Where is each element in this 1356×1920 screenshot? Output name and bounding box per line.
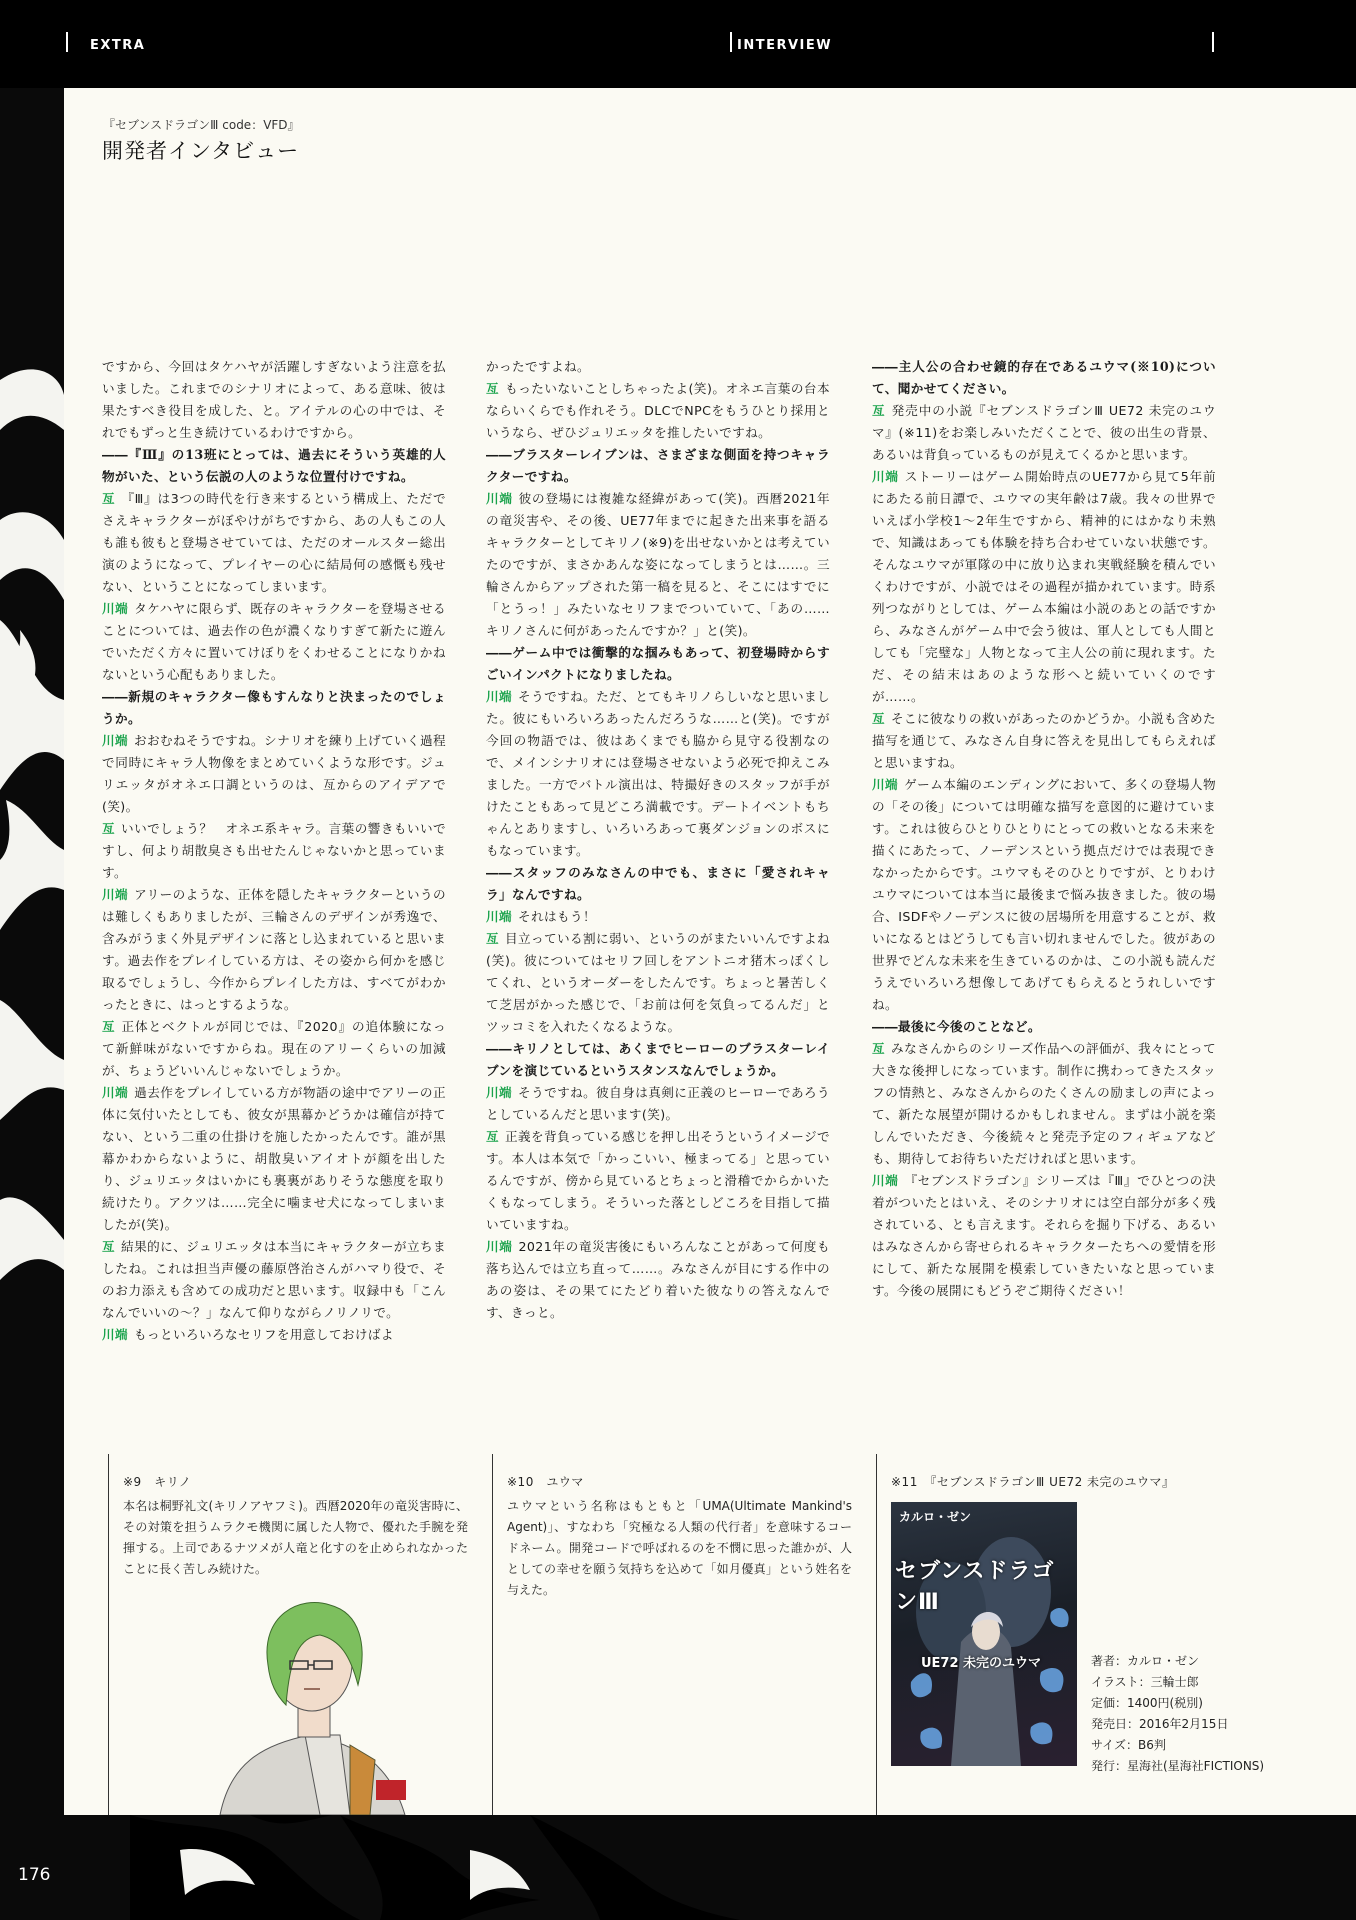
interview-answer [486,1236,830,1324]
interview-answer [872,774,1216,1016]
novel-cover-image [891,1502,1077,1766]
novel-info-line: サイズ：B6判 [1091,1738,1166,1752]
question-text: ――キリノとしては、あくまでヒーローのブラスターレイブンを演じているというスタンスなんでしょうか。 [486,1041,830,1078]
novel-info-line: 定価：1400円(税別) [1091,1696,1203,1710]
interview-answer [872,708,1216,774]
answer-text: そうですね。彼自身は真剣に正義のヒーローであろうとしているんだと思います(笑)。 [486,1085,830,1122]
answer-text: 結果的に、ジュリエッタは本当にキャラクターが立ちましたね。これは担当声優の藤原啓治さんがハマり役で、そのお力添えも含めての成功だと思います。収録中も「こんなんでいいの～？」なんて仰りながらノリノリで。 [102,1239,446,1320]
novel-info-line: 発売日：2016年2月15日 [1091,1717,1229,1731]
interview-answer [486,1126,830,1236]
interview-question [486,1038,830,1082]
interview-text [102,356,446,444]
novel-info-line: 発行：星海社(星海社FICTIONS) [1091,1759,1265,1773]
interview-answer [102,1236,446,1324]
article-subtitle: 『セブンスドラゴンⅢ code：VFD』 [103,118,300,132]
answer-text: ストーリーはゲーム開始時点のUE77から見て5年前にあたる前日譚で、ユウマの実年齢は7歳。我々の世界でいえば小学校1～2年生ですから、精神的にはかなり未熟で、知識はあっても体験を持ち合わせていない状態です。そんなユウマが軍隊の中に放り込まれ実戦経験を積んでいくわけですが、小説ではその過程が描かれています。時系列つながりとしては、ゲーム本編は小説のあとの話ですから、みなさんがゲーム中で会う彼は、軍人としても人間としても「完璧な」人物となって主人公の前に現れます。ただ、その結末はあのような形へと続いていくのですが……。 [872,469,1216,704]
speaker-label: 亙 [486,381,500,396]
question-text: ――スタッフのみなさんの中でも、まさに「愛されキャラ」なんですね。 [486,865,830,902]
cover-art [891,1502,1077,1766]
speaker-label: 亙 [102,821,116,836]
page-number: 176 [18,1865,51,1885]
question-text: ――新規のキャラクター像もすんなりと決まったのでしょうか。 [102,689,446,726]
footnote-body: 本名は桐野礼文(キリノアヤフミ)。西暦2020年の竜災害時に、その対策を担うムラクモ機関に属した人物で、優れた手腕を発揮する。上司であるナツメが人竜と化すのを止められなかったことに長く苦しみ続けた。 [123,1499,468,1576]
interview-answer [486,378,830,444]
speaker-label: 亙 [872,1041,886,1056]
interview-question [102,444,446,488]
divider [108,1454,109,1815]
novel-info-line: イラスト：三輪士郎 [1091,1675,1199,1689]
footnote-title: ※9 キリノ [123,1475,192,1489]
interview-answer [872,466,1216,708]
interview-answer [486,1082,830,1126]
speaker-label: 川端 [102,601,129,616]
interview-answer [102,730,446,818]
answer-text: 2021年の竜災害後にもいろんなことがあって何度も落ち込んでは立ち直って……。みなさんが目にする作中のあの姿は、その果てにたどり着いた彼なりの答えなんです、きっと。 [486,1239,830,1320]
speaker-label: 亙 [872,403,886,418]
answer-text: もっといろいろなセリフを用意しておけばよ [134,1327,394,1342]
novel-info [1091,1651,1264,1777]
novel-info-line: 著者：カルロ・ゼン [1091,1654,1200,1668]
footnote-title: ※11 『セブンスドラゴンⅢ UE72 未完のユウマ』 [891,1475,1175,1489]
interview-answer [102,1016,446,1082]
answer-text: 『Ⅲ』は3つの時代を行き来するという構成上、ただでさえキャラクターがぼやけがちですから、あの人もこの人も誰も彼もと登場させていては、ただのオールスター総出演のようになって、プレイヤーの心に結局何の感慨も残せない、ということになってしまいます。 [102,491,446,594]
kirino-character-illustration [200,1585,425,1815]
top-bar [0,0,1356,88]
answer-text: かったですよね。 [486,359,590,374]
speaker-label: 川端 [102,1327,128,1342]
question-text: ――ブラスターレイブンは、さまざまな側面を持つキャラクターですね。 [486,447,830,484]
interview-answer [102,598,446,686]
speaker-label: 川端 [486,909,512,924]
speaker-label: 亙 [872,711,886,726]
interview-answer [872,1038,1216,1170]
interview-answer [102,1082,446,1236]
question-text: ――最後に今後のことなど。 [872,1019,1041,1034]
answer-text: おおむねそうですね。シナリオを練り上げていく過程で同時にキャラ人物像をまとめていくような形です。ジュリエッタがオネエ口調というのは、亙からのアイデアで(笑)。 [102,733,446,814]
question-text: ――『Ⅲ』の13班にとっては、過去にそういう英雄的人物がいた、という伝説の人のような位置付けですね。 [102,447,446,484]
divider [66,32,68,52]
speaker-label: 川端 [872,777,899,792]
answer-text: みなさんからのシリーズ作品への評価が、我々にとって大きな後押しになっています。制作に携わってきたスタッフの情熱と、みなさんからのたくさんの励ましの声によって、新たな展望が開けるかもしれません。まずは小説を楽しんでいただき、今後続々と発売予定のフィギュアなども、期待してお待ちいただければと思います。 [872,1041,1216,1166]
interview-question [102,686,446,730]
speaker-label: 川端 [486,1085,513,1100]
divider [492,1454,493,1815]
interview-answer [486,906,830,928]
answer-text: アリーのような、正体を隠したキャラクターというのは難しくもありましたが、三輪さんのデザインが秀逸で、含みがうまく外見デザインに落とし込まれていると思います。過去作をプレイしている方は、その姿から何かを感じ取るでしょうし、今作からプレイした方は、すべてがわかったときに、はっとするような。 [102,887,446,1012]
speaker-label: 川端 [486,491,513,506]
answer-text: そこに彼なりの救いがあったのかどうか。小説も含めた描写を通じて、みなさん自身に答えを見出してもらえればと思いますね。 [872,711,1217,770]
interview-answer [102,1324,446,1346]
footnote-title: ※10 ユウマ [507,1475,584,1489]
speaker-label: 川端 [486,689,513,704]
answer-text: 過去作をプレイしている方が物語の途中でアリーの正体に気付いたとしても、彼女が黒幕かどうかは確信が持てない、という二重の仕掛けを施したかったんです。誰が黒幕かわからないように、胡散臭いアイオトが顔を出したり、ジュリエッタはいかにも裏裏がありそうな態度を取り続けたり。アクツは……完全に噛ませ犬になってしまいましたが(笑)。 [102,1085,446,1232]
interview-question [872,1016,1216,1038]
answer-text: ゲーム本編のエンディングにおいて、多くの登場人物の「その後」については明確な描写を意図的に避けています。これは彼らひとりひとりにとっての救いとなる未来を描くにあたって、ノーデンスという拠点だけでは表現できなかったからです。ユウマもそのひとりですが、とりわけユウマについては本当に最後まで悩み抜きました。彼の場合、ISDFやノーデンスに彼の居場所を用意することが、救いになるとはどうしても言い切れませんでした。彼があの世界でどんな未来を生きているのかは、この小説も読んだうえでいろいろ想像してあげてもらえるとうれしいですね。 [872,777,1216,1012]
speaker-label: 亙 [102,1239,116,1254]
question-text: ――ゲーム中では衝撃的な掴みもあって、初登場時からすごいインパクトになりましたね。 [486,645,830,682]
cover-subtitle: UE72 未完のユウマ [921,1656,1042,1671]
article-column-1 [102,356,446,1346]
speaker-label: 川端 [102,887,129,902]
interview-answer [102,884,446,1016]
answer-text: 正体とベクトルが同じでは、『2020』の追体験になって新鮮味がないですからね。現在のアリーくらいの加減が、ちょうどいいんじゃないでしょうか。 [102,1019,446,1078]
interview-answer [102,818,446,884]
interview-question [486,642,830,686]
answer-text: 目立っている割に弱い、というのがまたいいんですよね(笑)。彼についてはセリフ回しをアントニオ猪木っぽくしてくれ、というオーダーをしたんです。ちょっと暑苦しくて芝居がかった感じで、「お前は何を気負ってるんだ」とツッコミを入れたくなるような。 [486,931,830,1034]
answer-text: もったいないことしちゃったよ(笑)。オネエ言葉の台本ならいくらでも作れそう。DLCでNPCをもうひとり採用というなら、ぜひジュリエッタを推したいですね。 [486,381,830,440]
answer-text: いいでしょう？ オネエ系キャラ。言葉の響きもいいですし、何より胡散臭さも出せたんじゃないかと思っています。 [102,821,446,880]
answer-text: 『セブンスドラゴン』シリーズは『Ⅲ』でひとつの決着がついたとはいえ、そのシナリオには空白部分が多く残されている、とも言えます。それらを掘り下げる、あるいはみなさんから寄せられるキャラクターたちへの愛情を形にして、新たな展開を模索していきたいなと思っています。今後の展開にもどうぞご期待ください！ [872,1173,1216,1298]
interview-answer [102,488,446,598]
answer-text: そうですね。ただ、とてもキリノらしいなと思いました。彼にもいろいろあったんだろうな……と(笑)。ですが今回の物語では、彼はあくまでも脇から見守る役割なので、メインシナリオには登場させないよう必死で抑えこみました。一方でバトル演出は、特撮好きのスタッフが手がけたこともあって見どころ満載です。デートイベントもちゃんとありますし、いろいろあって裏ダンジョンのボスにもなっています。 [486,689,830,858]
speaker-label: 川端 [486,1239,513,1254]
answer-text: 彼の登場には複雑な経緯があって(笑)。西暦2021年の竜災害や、その後、UE77年までに起きた出来事を語るキャラクターとしてキリノ(※9)を出せないかとは考えていたのですが、まさかあんな姿になってしまうとは……。三輪さんからアップされた第一稿を見ると、そこにはすでに「とうっ！」みたいなセリフまでついていて、「あの……キリノさんに何があったんですか？」と(笑)。 [486,491,830,638]
answer-text: ですから、今回はタケハヤが活躍しすぎないよう注意を払いました。これまでのシナリオによって、ある意味、彼は果たすべき役目を成した、と。アイテルの心の中では、それでもずっと生き続けているわけですから。 [102,359,446,440]
speaker-label: 亙 [102,1019,116,1034]
speaker-label: 亙 [486,931,499,946]
article-column-3 [872,356,1216,1302]
speaker-label: 川端 [102,1085,129,1100]
answer-text: 発売中の小説『セブンスドラゴンⅢ UE72 未完のユウマ』(※11)をお楽しみいただくことで、彼の出生の背景、あるいは背負っているものが見えてくるかと思います。 [872,403,1216,462]
interview-question [872,356,1216,400]
question-text: ――主人公の合わせ鏡的存在であるユウマ(※10)について、聞かせてください。 [872,359,1216,396]
section-label-extra: EXTRA [90,38,146,53]
speaker-label: 川端 [872,1173,899,1188]
cover-title: セブンスドラゴンⅢ [895,1559,1055,1615]
article-column-2 [486,356,830,1324]
answer-text: 正義を背負っている感じを押し出そうというイメージです。本人は本気で「かっこいい、極まってる」と思っているんですが、傍から見ているとちょっと滑稽でからかいたくもなってしまう。そういった落としどころを目指して描いていますね。 [486,1129,830,1232]
divider [730,32,732,52]
interview-answer [486,488,830,642]
interview-question [486,862,830,906]
interview-answer [872,400,1216,466]
interview-answer [486,928,830,1038]
speaker-label: 亙 [486,1129,500,1144]
divider [1212,32,1214,52]
interview-answer [872,1170,1216,1302]
footnote-yuma [492,1454,876,1815]
footnote-body: ユウマという名称はもともと「UMA(Ultimate Mankind's Agent)」、すなわち「究極なる人類の代行者」を意味するコードネーム。開発コードで呼ばれるのを不憫に思った誰かが、人としての幸せを願う気持ちを込めて「如月優真」という姓名を与えた。 [507,1499,852,1597]
article-title: 開発者インタビュー [102,139,300,163]
answer-text: タケハヤに限らず、既存のキャラクターを登場させることについては、過去作の色が濃くなりすぎて新たに遊んでいただく方々に置いてけぼりをくわせることになりかねないという心配もありました。 [102,601,446,682]
interview-answer [486,686,830,862]
answer-text: それはもう！ [518,909,596,924]
interview-question [486,444,830,488]
divider [876,1454,877,1815]
interview-text [486,356,830,378]
section-label-interview: INTERVIEW [737,38,833,53]
speaker-label: 川端 [872,469,899,484]
cover-author: カルロ・ゼン [899,1510,972,1524]
speaker-label: 亙 [102,491,116,506]
speaker-label: 川端 [102,733,129,748]
